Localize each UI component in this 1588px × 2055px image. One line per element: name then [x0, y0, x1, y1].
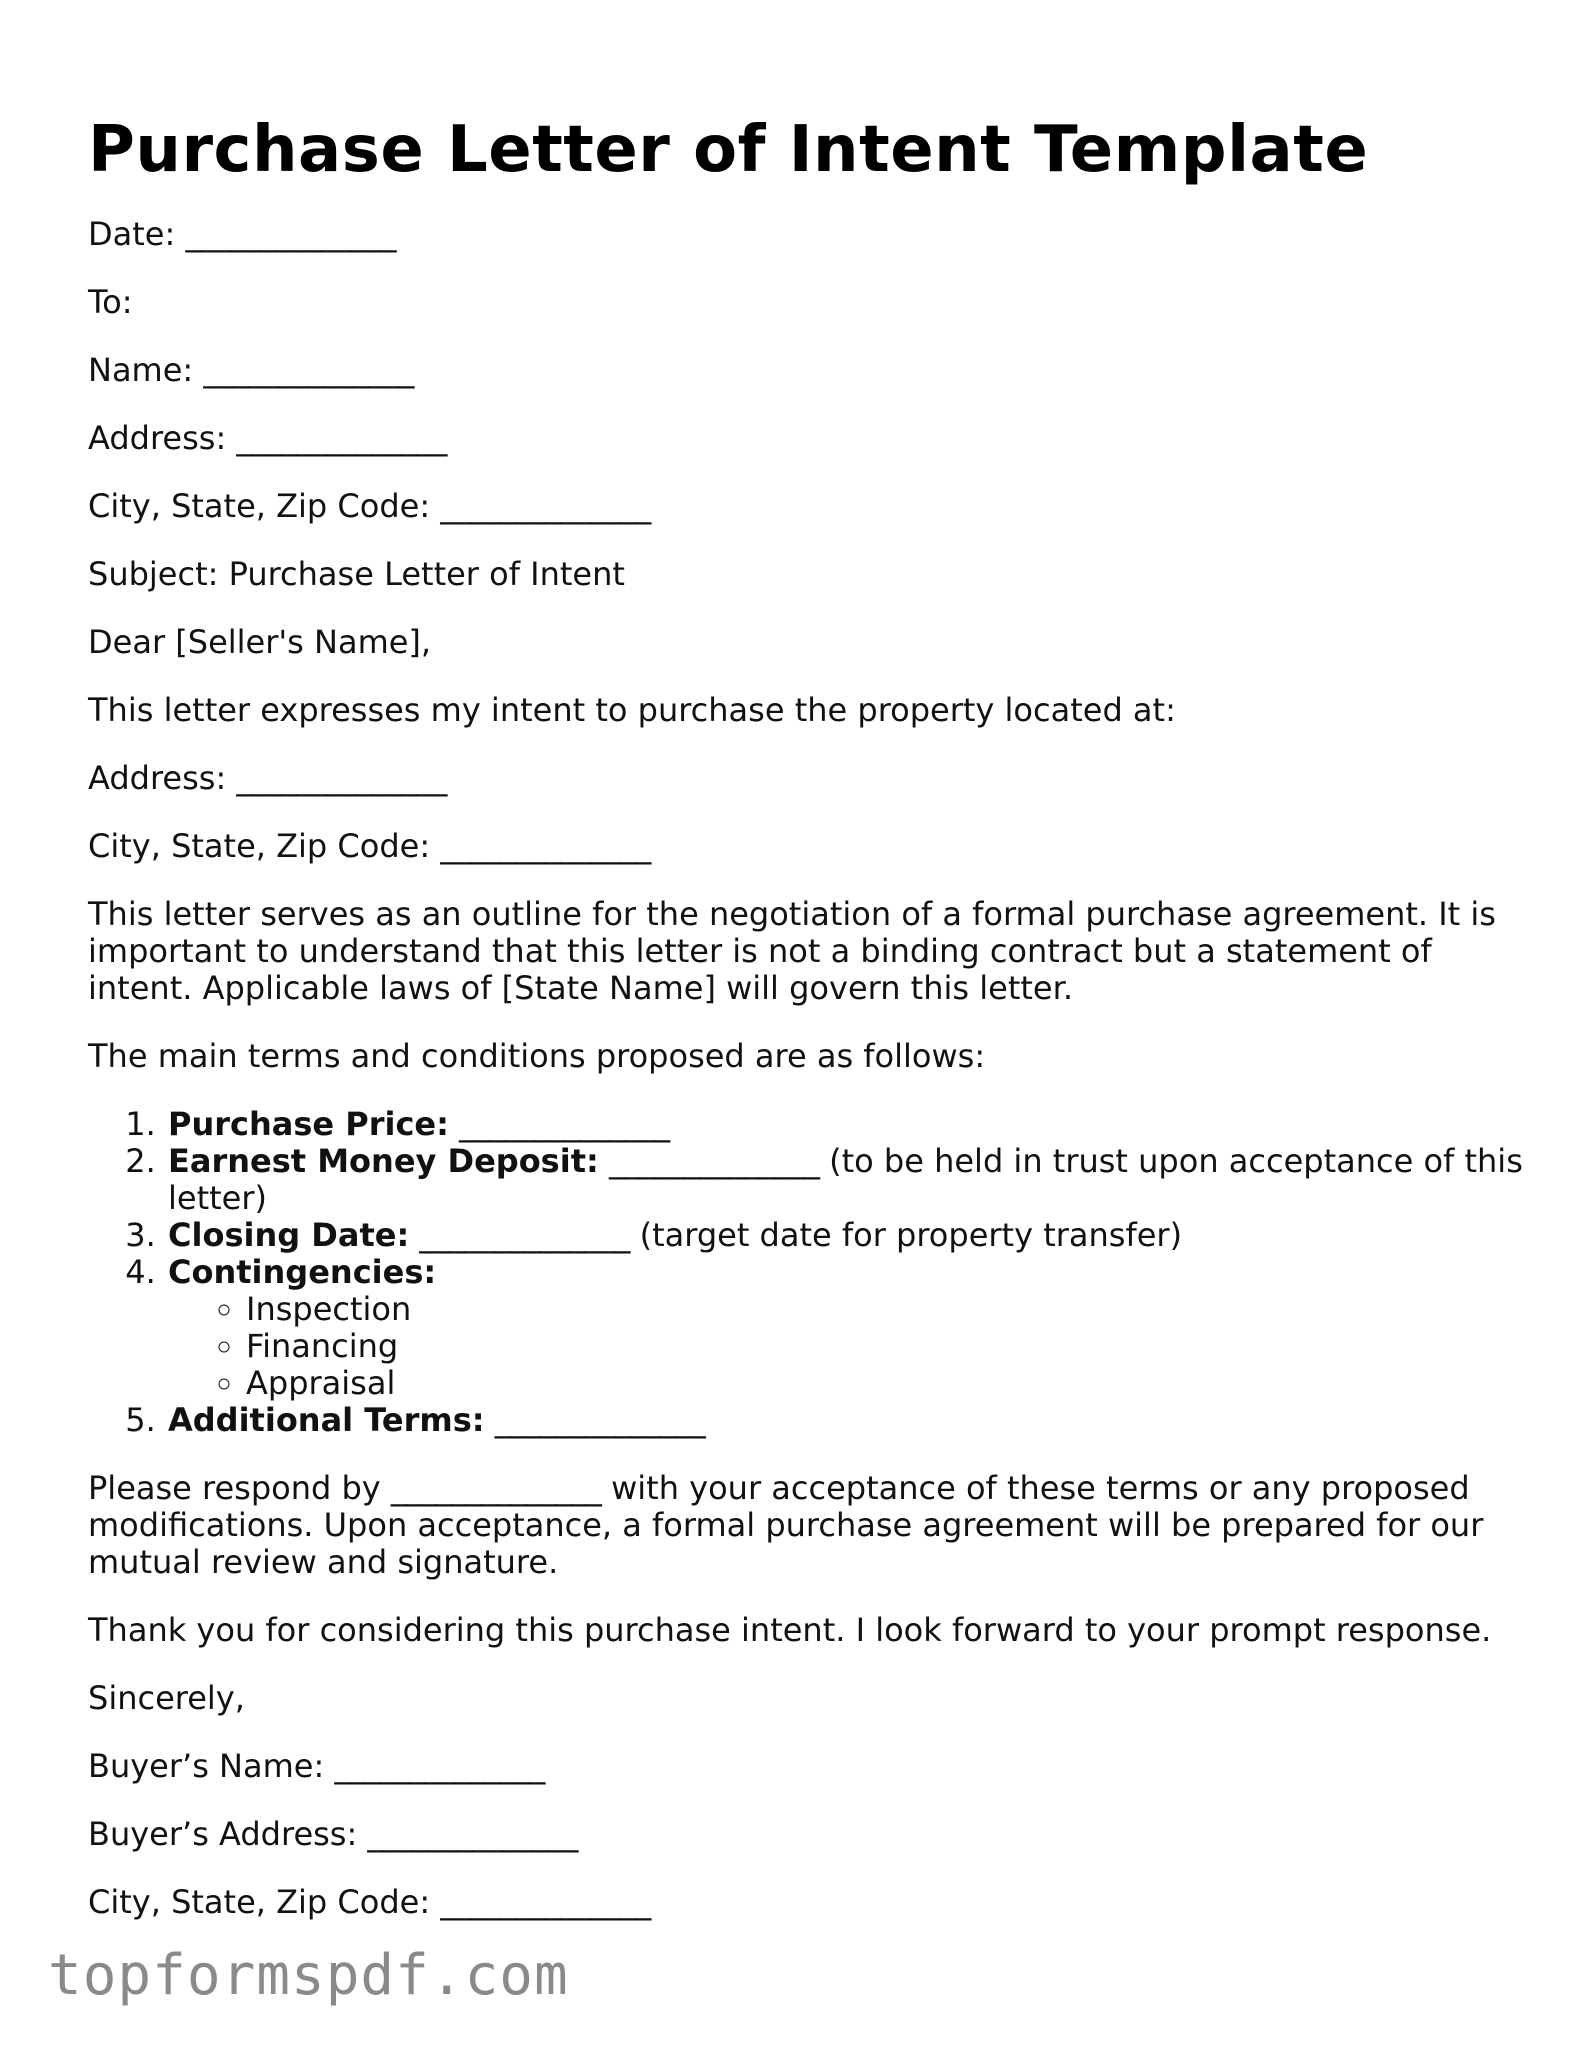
sign-off: Sincerely,: [88, 1679, 245, 1717]
recipient-address-blank[interactable]: ______________: [236, 419, 447, 457]
respond-before: Please respond by: [88, 1469, 381, 1507]
property-address-blank[interactable]: ______________: [236, 759, 447, 797]
recipient-name-line: [88, 352, 1528, 389]
term-closing-date: [166, 1217, 1528, 1254]
recipient-city-label: City, State, Zip Code:: [88, 487, 431, 525]
term-earnest-money: [166, 1143, 1528, 1217]
earnest-money-blank[interactable]: ______________: [608, 1142, 819, 1180]
salutation: Dear [Seller's Name],: [88, 623, 432, 661]
closing-date-note: (target date for property transfer): [639, 1216, 1183, 1254]
recipient-name-label: Name:: [88, 351, 194, 389]
property-city-blank[interactable]: ______________: [440, 827, 651, 865]
buyer-address-blank[interactable]: ______________: [367, 1815, 578, 1853]
additional-terms-label: Additional Terms:: [168, 1401, 485, 1439]
recipient-city-blank[interactable]: ______________: [440, 487, 651, 525]
recipient-address-line: [88, 420, 1528, 457]
purchase-price-label: Purchase Price:: [168, 1105, 449, 1143]
buyer-city-label: City, State, Zip Code:: [88, 1883, 431, 1921]
respond-after: with your acceptance of these terms or any proposed modifications. Upon acceptance, a formal purchase agreement will be prepared for our mutual review and signature.: [88, 1469, 1484, 1581]
date-label: Date:: [88, 215, 176, 253]
property-address-line: [88, 760, 1528, 797]
closing-date-label: Closing Date:: [168, 1216, 410, 1254]
buyer-city-line: [88, 1884, 1528, 1921]
earnest-money-label: Earnest Money Deposit:: [168, 1142, 599, 1180]
respond-by-blank[interactable]: ______________: [390, 1469, 601, 1507]
recipient-address-label: Address:: [88, 419, 227, 457]
buyer-name-line: [88, 1748, 1528, 1785]
terms-intro: The main terms and conditions proposed are as follows:: [88, 1037, 986, 1075]
property-city-label: City, State, Zip Code:: [88, 827, 431, 865]
earnest-money-note: (to be held in trust upon acceptance of this letter): [168, 1142, 1523, 1217]
contingencies-list: [168, 1291, 1528, 1402]
recipient-city-line: [88, 488, 1528, 525]
thanks-paragraph: Thank you for considering this purchase intent. I look forward to your prompt response.: [88, 1611, 1492, 1649]
term-purchase-price: [166, 1106, 1528, 1143]
watermark: topformspdf.com: [48, 1943, 569, 2008]
property-city-line: [88, 828, 1528, 865]
to-line: [88, 284, 1528, 321]
term-additional: [166, 1402, 1528, 1439]
contingency-item: ◦ Appraisal: [246, 1365, 1528, 1402]
contingencies-label: Contingencies:: [168, 1253, 437, 1291]
additional-terms-blank[interactable]: ______________: [494, 1401, 705, 1439]
contingency-item: ◦ Inspection: [246, 1291, 1528, 1328]
page-title: Purchase Letter of Intent Template: [88, 113, 1369, 187]
term-contingencies: [166, 1254, 1528, 1402]
buyer-name-label: Buyer’s Name:: [88, 1747, 325, 1785]
buyer-address-line: [88, 1816, 1528, 1853]
subject-line: Subject: Purchase Letter of Intent: [88, 555, 625, 593]
outline-paragraph: This letter serves as an outline for the negotiation of a formal purchase agreement. It is important to understand that this letter is not a binding contract but a statement of intent. Applicable laws of [State Name] will govern this letter.: [88, 895, 1496, 1007]
property-address-label: Address:: [88, 759, 227, 797]
intro-paragraph: This letter expresses my intent to purchase the property located at:: [88, 691, 1176, 729]
recipient-name-blank[interactable]: ______________: [203, 351, 414, 389]
buyer-city-blank[interactable]: ______________: [440, 1883, 651, 1921]
closing-date-blank[interactable]: ______________: [419, 1216, 630, 1254]
buyer-name-blank[interactable]: ______________: [334, 1747, 545, 1785]
respond-paragraph: [88, 1470, 1528, 1581]
date-blank[interactable]: ______________: [185, 215, 396, 253]
purchase-price-blank[interactable]: ______________: [459, 1105, 670, 1143]
date-line: [88, 216, 1528, 253]
contingency-item: ◦ Financing: [246, 1328, 1528, 1365]
buyer-address-label: Buyer’s Address:: [88, 1815, 358, 1853]
terms-list: [88, 1106, 1528, 1439]
letter-document: [88, 108, 1528, 1952]
to-label: To:: [88, 283, 133, 321]
